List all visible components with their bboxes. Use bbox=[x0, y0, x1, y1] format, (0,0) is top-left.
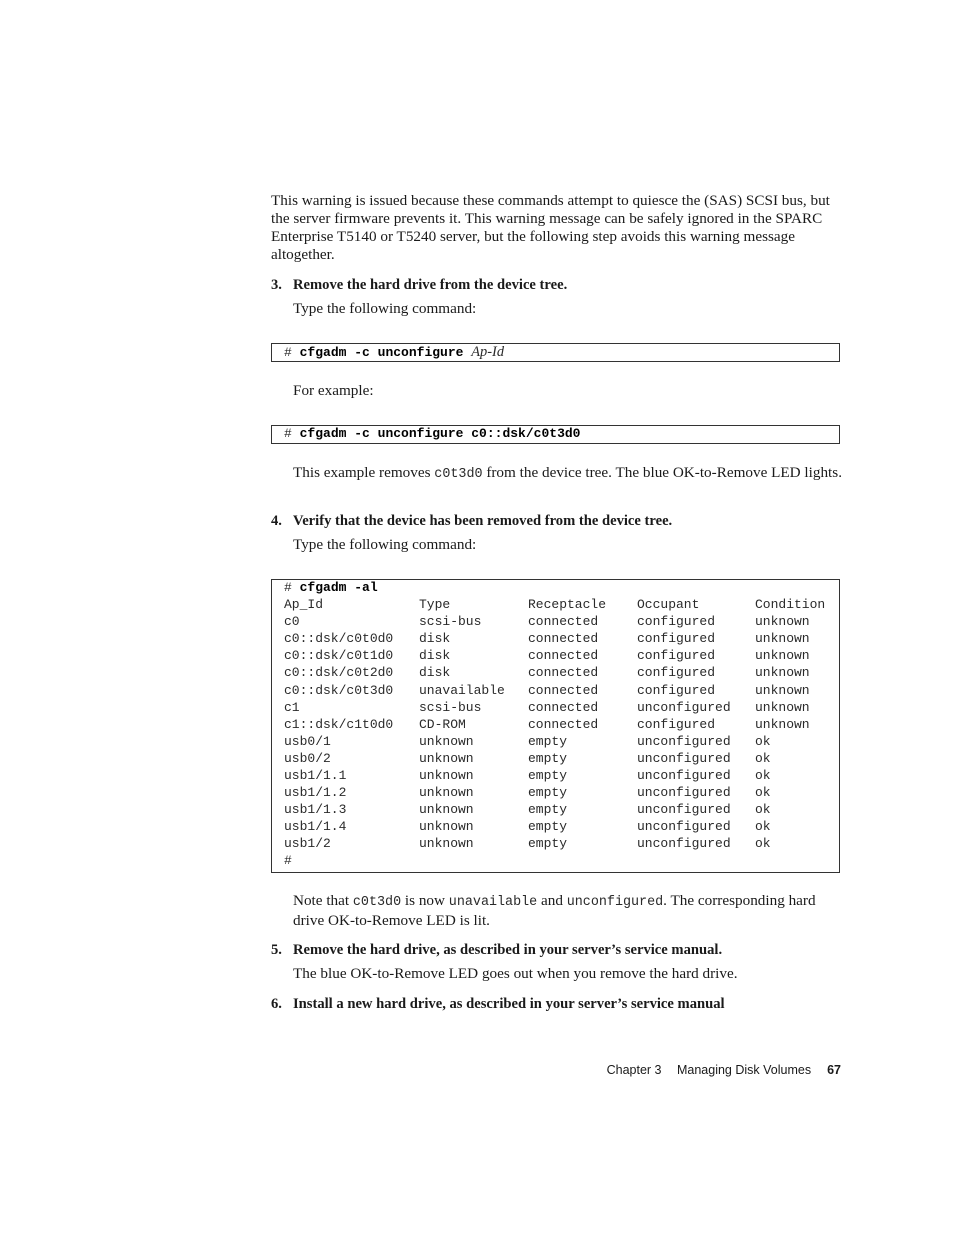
header-condition: Condition bbox=[755, 597, 826, 612]
cell-receptacle: connected bbox=[528, 699, 599, 715]
command-text: cfgadm -c unconfigure c0::dsk/c0t3d0 bbox=[299, 426, 581, 441]
step-3-result-paragraph bbox=[293, 464, 843, 484]
cell-ap-id: usb1/1.2 bbox=[284, 785, 347, 801]
page-number: 67 bbox=[827, 1063, 841, 1077]
cell-condition: unknown bbox=[755, 648, 810, 664]
page-footer bbox=[607, 1063, 841, 1077]
cell-occupant: configured bbox=[637, 614, 716, 630]
cell-ap-id: usb1/1.4 bbox=[284, 819, 347, 835]
cell-ap-id: usb1/2 bbox=[284, 836, 331, 852]
cell-type: scsi-bus bbox=[419, 614, 482, 630]
cell-condition: unknown bbox=[755, 699, 810, 715]
cell-occupant: unconfigured bbox=[637, 802, 731, 818]
step-3-heading bbox=[271, 276, 841, 294]
header-type: Type bbox=[419, 597, 451, 612]
text-segment: This example removes bbox=[293, 464, 435, 481]
step-5-number: 5. bbox=[271, 942, 282, 958]
cell-type: unknown bbox=[419, 802, 474, 818]
cell-condition: ok bbox=[755, 750, 771, 766]
cell-condition: ok bbox=[755, 785, 771, 801]
cell-ap-id: c0::dsk/c0t2d0 bbox=[284, 665, 394, 681]
footer-section: Managing Disk Volumes bbox=[676, 1063, 812, 1077]
inline-code: unavailable bbox=[448, 895, 538, 910]
step-5-heading bbox=[271, 941, 841, 959]
cell-receptacle: empty bbox=[528, 785, 568, 801]
header-receptacle: Receptacle bbox=[528, 597, 607, 612]
cell-receptacle: connected bbox=[528, 614, 599, 630]
cell-receptacle: connected bbox=[528, 631, 599, 647]
text-segment: is now bbox=[401, 892, 449, 909]
cell-condition: ok bbox=[755, 802, 771, 818]
step-3-command-box bbox=[271, 343, 840, 362]
cell-ap-id: c0::dsk/c0t3d0 bbox=[284, 682, 394, 698]
inline-code: c0t3d0 bbox=[434, 467, 483, 482]
step-6-number: 6. bbox=[271, 996, 282, 1012]
text-segment: from the device tree. The blue OK-to-Remove LED lights. bbox=[482, 464, 842, 481]
footer-chapter: Chapter 3 bbox=[606, 1063, 662, 1077]
cell-receptacle: connected bbox=[528, 665, 599, 681]
step-3-example-line bbox=[284, 426, 580, 442]
step-5-text: The blue OK-to-Remove LED goes out when you remove the hard drive. bbox=[293, 965, 738, 982]
text-segment: . The corresponding hard drive OK-to-Remove LED is lit. bbox=[293, 892, 816, 929]
cell-condition: ok bbox=[755, 733, 771, 749]
cell-condition: ok bbox=[755, 836, 771, 852]
cell-type: CD-ROM bbox=[419, 716, 466, 732]
inline-code: c0t3d0 bbox=[352, 895, 402, 910]
for-example-label: For example: bbox=[293, 382, 374, 399]
cell-occupant: configured bbox=[637, 682, 716, 698]
step-5-title: Remove the hard drive, as described in your server’s service manual. bbox=[293, 942, 723, 958]
text-segment: Note that bbox=[293, 892, 353, 909]
cell-receptacle: empty bbox=[528, 802, 568, 818]
header-occupant: Occupant bbox=[637, 597, 700, 612]
cell-type: unavailable bbox=[419, 682, 505, 698]
command-prompt: # bbox=[284, 580, 292, 595]
cell-receptacle: empty bbox=[528, 733, 568, 749]
cell-occupant: configured bbox=[637, 648, 716, 664]
cell-receptacle: connected bbox=[528, 648, 599, 664]
cell-condition: ok bbox=[755, 768, 771, 783]
cell-condition: unknown bbox=[755, 716, 810, 732]
cell-condition: unknown bbox=[755, 682, 810, 698]
cell-type: unknown bbox=[419, 750, 474, 766]
command-prompt: # bbox=[284, 345, 292, 360]
cell-condition: ok bbox=[755, 819, 771, 835]
cell-type: unknown bbox=[419, 836, 474, 852]
step-4-note-paragraph bbox=[293, 892, 843, 930]
cell-occupant: unconfigured bbox=[637, 750, 731, 766]
cell-type: disk bbox=[419, 631, 451, 647]
cell-condition: unknown bbox=[755, 665, 810, 681]
cell-occupant: unconfigured bbox=[637, 768, 731, 783]
step-4-number: 4. bbox=[271, 513, 282, 529]
step-4-heading bbox=[271, 512, 841, 530]
cell-type: scsi-bus bbox=[419, 699, 482, 715]
cell-type: unknown bbox=[419, 768, 474, 783]
command-text: cfgadm -c unconfigure bbox=[299, 345, 464, 360]
cell-ap-id: c0 bbox=[284, 614, 300, 630]
step-3-number: 3. bbox=[271, 277, 282, 293]
step-3-example-box bbox=[271, 425, 840, 444]
cell-receptacle: empty bbox=[528, 836, 568, 852]
cell-type: unknown bbox=[419, 733, 474, 749]
command-prompt: # bbox=[284, 426, 292, 441]
header-ap-id: Ap_Id bbox=[284, 597, 324, 612]
command-argument: Ap-Id bbox=[471, 344, 505, 360]
cell-ap-id: usb1/1.3 bbox=[284, 802, 347, 818]
cell-ap-id: usb0/1 bbox=[284, 733, 331, 749]
text-segment: and bbox=[537, 892, 567, 909]
step-3-instruction: Type the following command: bbox=[293, 300, 477, 317]
cell-condition: unknown bbox=[755, 614, 810, 630]
cell-ap-id: usb0/2 bbox=[284, 750, 331, 766]
cell-receptacle: connected bbox=[528, 716, 599, 732]
cell-type: unknown bbox=[419, 819, 474, 835]
cell-receptacle: empty bbox=[528, 768, 568, 783]
cell-occupant: unconfigured bbox=[637, 836, 731, 852]
step-4-instruction: Type the following command: bbox=[293, 536, 477, 553]
cell-receptacle: empty bbox=[528, 750, 568, 766]
cell-ap-id: c1 bbox=[284, 699, 300, 715]
step-3-title: Remove the hard drive from the device tree. bbox=[293, 277, 568, 293]
cell-ap-id: c0::dsk/c0t1d0 bbox=[284, 648, 394, 664]
step-6-heading bbox=[271, 995, 841, 1013]
cell-occupant: unconfigured bbox=[637, 785, 731, 801]
cell-occupant: unconfigured bbox=[637, 819, 731, 835]
step-4-title: Verify that the device has been removed from the device tree. bbox=[293, 513, 673, 529]
command-text: cfgadm -al bbox=[299, 580, 378, 595]
cell-type: disk bbox=[419, 665, 451, 681]
cell-occupant: configured bbox=[637, 716, 716, 732]
cell-type: unknown bbox=[419, 785, 474, 801]
cell-ap-id: usb1/1.1 bbox=[284, 768, 347, 783]
cfgadm-output-box bbox=[271, 579, 840, 873]
cell-type: disk bbox=[419, 648, 451, 664]
cell-occupant: unconfigured bbox=[637, 699, 731, 715]
cell-occupant: configured bbox=[637, 631, 716, 647]
cell-occupant: configured bbox=[637, 665, 716, 681]
cell-condition: unknown bbox=[755, 631, 810, 647]
command-prompt-end: # bbox=[284, 852, 292, 868]
step-3-command-line bbox=[284, 344, 504, 361]
intro-paragraph: This warning is issued because these commands attempt to quiesce the (SAS) SCSI bus, but the server firmware prevents it. This warning message can be safely ignored in the SPARC Enterprise T5140 or T5240 server, but the following step avoids this warning message altogether. bbox=[271, 192, 830, 263]
inline-code: unconfigured bbox=[566, 895, 664, 910]
cell-occupant: unconfigured bbox=[637, 733, 731, 749]
cfgadm-command-line bbox=[284, 580, 378, 596]
cell-receptacle: empty bbox=[528, 819, 568, 835]
cell-ap-id: c1::dsk/c1t0d0 bbox=[284, 716, 394, 732]
cell-receptacle: connected bbox=[528, 682, 599, 698]
step-6-title: Install a new hard drive, as described in your server’s service manual bbox=[293, 996, 725, 1012]
cell-ap-id: c0::dsk/c0t0d0 bbox=[284, 631, 394, 647]
